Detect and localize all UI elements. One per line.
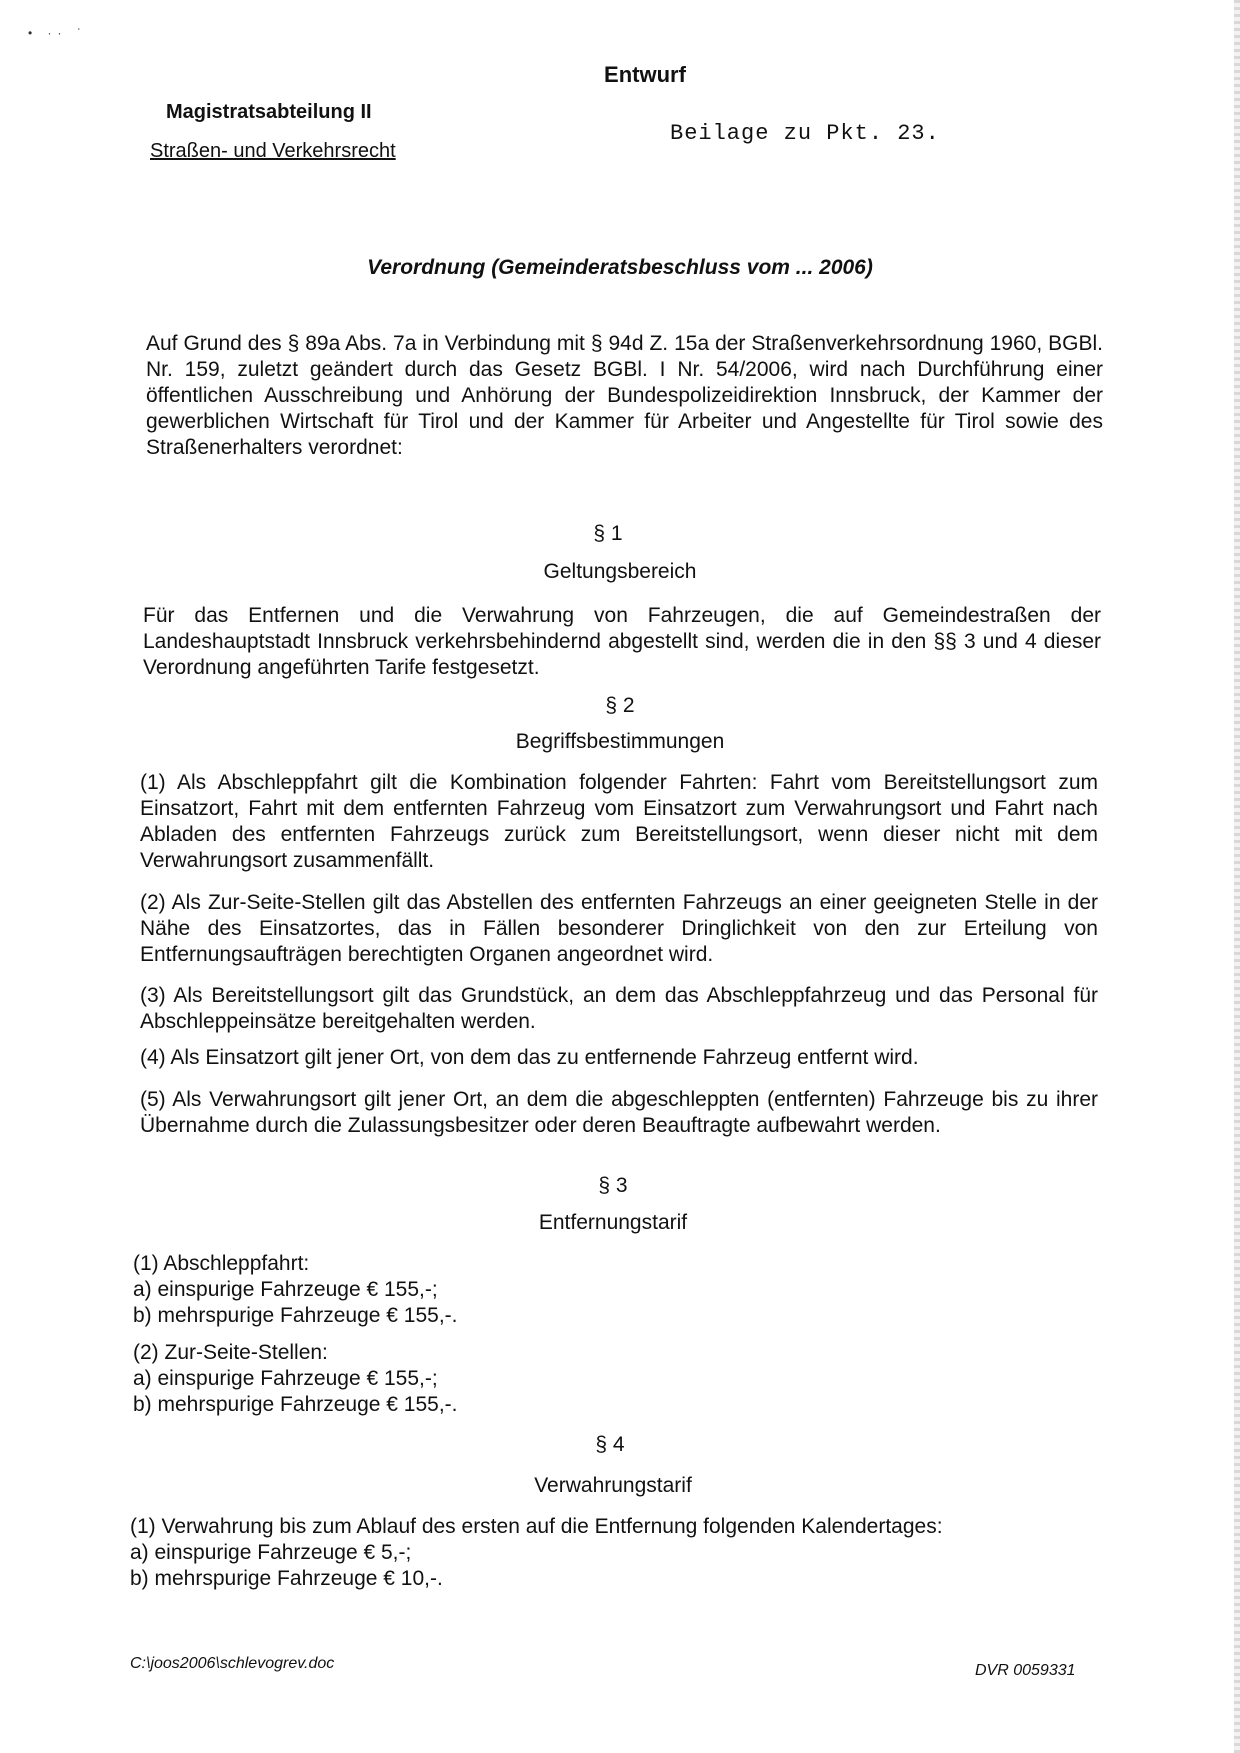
section-1-paragraph: Für das Entfernen und die Verwahrung von Fahrzeugen, die auf Gemeindestraßen der Landeshauptstadt Innsbruck verkehrsbehindernd abgestellt sind, werden die in den §§ 3 und 4 dieser Verordnung angeführten Tarife festgesetzt. — [143, 604, 1101, 679]
list-item: a) einspurige Fahrzeuge € 155,-; — [133, 1278, 438, 1301]
intro-paragraph: Auf Grund des § 89a Abs. 7a in Verbindung mit § 94d Z. 15a der Straßenverkehrsordnung 1960, BGBl. Nr. 159, zuletzt geändert durch das Gesetz BGBl. I Nr. 54/2006, wird nach Durchführung einer öffentlichen Ausschreibung und Anhörung der Bundespolizeidirektion Innsbruck, der Kammer der gewerblichen Wirtschaft für Tirol und der Kammer für Arbeiter und Angestellte für Tirol sowie des Straßenerhalters verordnet: — [146, 332, 1103, 459]
list-item: a) einspurige Fahrzeuge € 155,-; — [133, 1367, 438, 1390]
section-3-number: § 3 — [598, 1174, 628, 1197]
section-2-paragraph-3: (3) Als Bereitstellungsort gilt das Grundstück, an dem das Abschleppfahrzeug und das Personal für Abschleppeinsätze bereitgehalten werden. — [140, 984, 1098, 1033]
list-item: b) mehrspurige Fahrzeuge € 155,-. — [133, 1393, 458, 1416]
draft-label: Entwurf — [604, 62, 686, 87]
section-4-group-1 — [130, 1514, 943, 1592]
section-1-title: Geltungsbereich — [543, 560, 697, 583]
section-2-paragraph-4: (4) Als Einsatzort gilt jener Ort, von dem das zu entfernende Fahrzeug entfernt wird. — [140, 1046, 919, 1069]
group-heading: (2) Zur-Seite-Stellen: — [133, 1341, 328, 1364]
attachment-stamp: Beilage zu Pkt. 23. — [670, 121, 940, 146]
section-3-group-1 — [133, 1251, 458, 1329]
section-3-group-2 — [133, 1340, 458, 1418]
section-2-paragraph-5: (5) Als Verwahrungsort gilt jener Ort, an dem die abgeschleppten (entfernten) Fahrzeuge bis zu ihrer Übernahme durch die Zulassungsbesitzer oder deren Beauftragte aufbewahrt werden. — [140, 1088, 1098, 1137]
group-heading: (1) Abschleppfahrt: — [133, 1252, 310, 1275]
scan-edge — [1234, 0, 1240, 1753]
section-2-title: Begriffsbestimmungen — [515, 730, 725, 753]
section-2-paragraph-1: (1) Als Abschleppfahrt gilt die Kombination folgender Fahrten: Fahrt vom Bereitstellungsort zum Einsatzort, Fahrt mit dem entfernten Fahrzeug vom Einsatzort zum Verwahrungsort und Fahrt nach Abladen des entfernten Fahrzeugs zurück zum Bereitstellungsort, wenn dieser nicht mit dem Verwahrungsort zusammenfällt. — [140, 771, 1098, 872]
department-name: Magistratsabteilung II — [166, 101, 372, 123]
section-3-title: Entfernungstarif — [538, 1211, 688, 1234]
section-1-number: § 1 — [593, 522, 623, 545]
group-heading: (1) Verwahrung bis zum Ablauf des ersten auf die Entfernung folgenden Kalendertages: — [130, 1515, 943, 1538]
list-item: b) mehrspurige Fahrzeuge € 10,-. — [130, 1567, 443, 1590]
section-4-number: § 4 — [595, 1433, 625, 1456]
scan-artifact: • ·· ˈ — [28, 26, 87, 40]
section-2-paragraph-2: (2) Als Zur-Seite-Stellen gilt das Abstellen des entfernten Fahrzeugs an einer geeigneten Stelle in der Nähe des Einsatzortes, das in Fällen besonderer Dringlichkeit von den zur Erteilung von Entfernungsaufträgen berechtigten Organen angeordnet wird. — [140, 891, 1098, 966]
section-2-number: § 2 — [605, 694, 635, 717]
section-4-title: Verwahrungstarif — [534, 1474, 692, 1497]
document-title: Verordnung (Gemeinderatsbeschluss vom ... 2006) — [367, 256, 873, 279]
list-item: b) mehrspurige Fahrzeuge € 155,-. — [133, 1304, 458, 1327]
list-item: a) einspurige Fahrzeuge € 5,-; — [130, 1541, 412, 1564]
subdepartment-name: Straßen- und Verkehrsrecht — [150, 140, 396, 162]
footer-dvr-number: DVR 0059331 — [975, 1662, 1076, 1679]
footer-file-path: C:\joos2006\schlevogrev.doc — [130, 1655, 335, 1672]
